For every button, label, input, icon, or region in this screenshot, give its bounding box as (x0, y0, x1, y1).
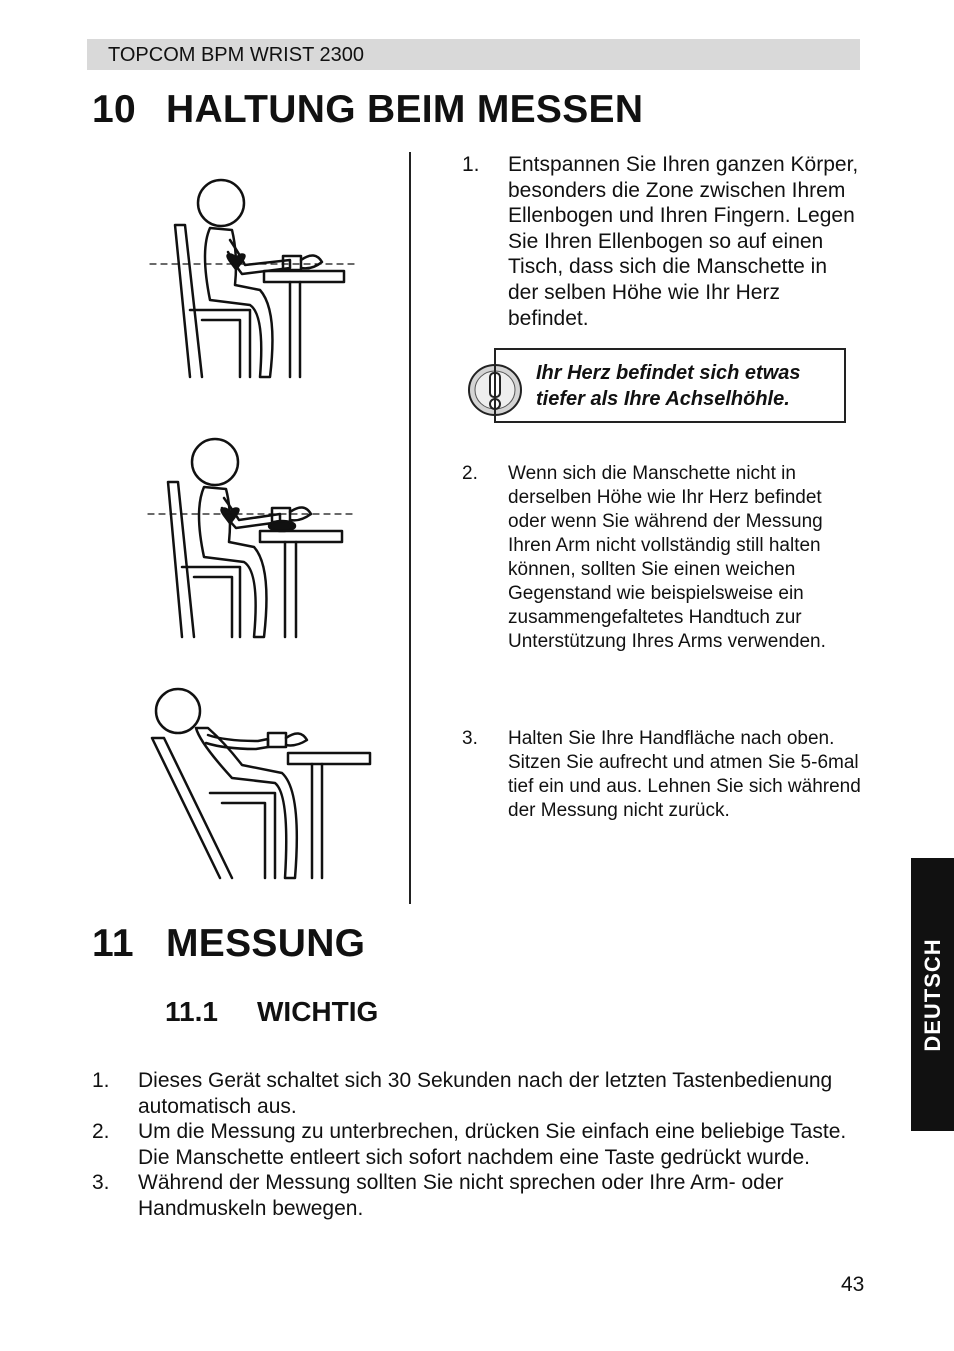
page-number: 43 (841, 1273, 865, 1296)
step-3-text: Halten Sie Ihre Handfläche nach oben. Sitzen Sie aufrecht und atmen Sie 5-6mal tief ein und aus. Lehnen Sie sich während der Messung nicht zurück. (508, 728, 861, 821)
step-2-number: 2. (462, 463, 478, 484)
section-10-title: HALTUNG BEIM MESSEN (166, 88, 644, 131)
step-2-text: Wenn sich die Manschette nicht in derselben Höhe wie Ihr Herz befindet oder wenn Sie während der Messung Ihren Arm nicht vollständig still halten können, sollten Sie einen weichen Gegenstand wie beispielsweise ein zusammengefaltetes Handtuch zur Unterstützung Ihres Arms verwenden. (508, 463, 826, 652)
header-title: TOPCOM BPM WRIST 2300 (108, 44, 364, 66)
section-10-heading (92, 88, 643, 132)
posture-illustration-correct (140, 170, 370, 385)
posture-illustration-leaning (140, 683, 380, 883)
list-item-text: Während der Messung sollten Sie nicht sprechen oder Ihre Arm- oder Handmuskeln bewegen. (138, 1171, 784, 1220)
list-item (92, 1119, 862, 1170)
list-item-text: Dieses Gerät schaltet sich 30 Sekunden nach der letzten Tastenbedienung automatisch aus. (138, 1069, 833, 1118)
language-tab (911, 858, 954, 1131)
important-list (92, 1068, 862, 1222)
section-11-1-heading (165, 996, 378, 1028)
column-divider (409, 152, 411, 904)
step-2 (462, 462, 862, 654)
step-3-number: 3. (462, 728, 478, 749)
list-item-number: 3. (92, 1171, 110, 1195)
note-text: Ihr Herz befindet sich etwas tiefer als Ihre Achselhöhle. (536, 362, 801, 410)
section-11-number: 11 (92, 922, 134, 965)
list-item-text: Um die Messung zu unterbrechen, drücken Sie einfach eine beliebige Taste. Die Manschette entleert sich sofort nachdem eine Taste gedrückt wurde. (138, 1120, 847, 1169)
running-header (87, 39, 860, 70)
step-1-text: Entspannen Sie Ihren ganzen Körper, besonders die Zone zwischen Ihrem Ellenbogen und Ihren Fingern. Legen Sie Ihren Ellenbogen so auf einen Tisch, dass sich die Manschette in der selben Höhe wie Ihr Herz befindet. (508, 153, 859, 330)
note-box (494, 348, 846, 423)
list-item-number: 2. (92, 1120, 110, 1144)
list-item (92, 1068, 862, 1119)
list-item (92, 1170, 862, 1221)
step-1-number: 1. (462, 153, 480, 176)
step-3 (462, 727, 862, 823)
section-10-number: 10 (92, 88, 136, 131)
section-11-heading (92, 922, 365, 966)
section-11-1-title: WICHTIG (257, 996, 379, 1027)
section-11-1-number: 11.1 (165, 996, 218, 1027)
step-1 (462, 152, 862, 331)
section-11-title: MESSUNG (166, 922, 366, 965)
language-tab-label: DEUTSCH (919, 937, 945, 1052)
posture-illustration-support (140, 432, 370, 642)
list-item-number: 1. (92, 1069, 110, 1092)
